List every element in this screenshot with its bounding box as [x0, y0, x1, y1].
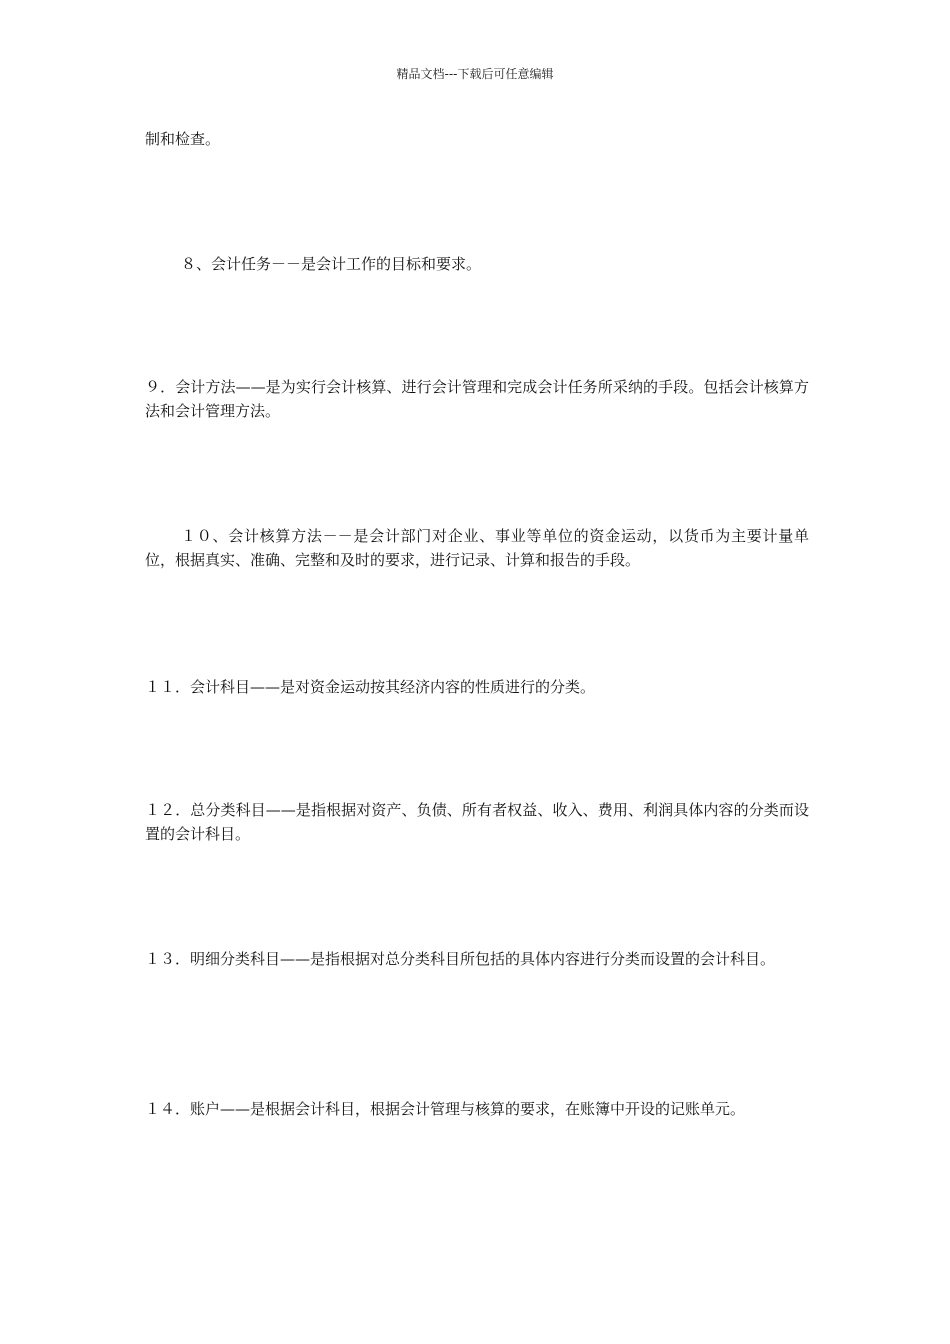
paragraph-item-12: １２．总分类科目——是指根据对资产、负债、所有者权益、收入、费用、利润具体内容的分类而设置的会计科目。	[145, 801, 809, 843]
paragraph-item-10: １０、会计核算方法－－是会计部门对企业、事业等单位的资金运动，以货币为主要计量单位，根据真实、准确、完整和及时的要求，进行记录、计算和报告的手段。	[145, 527, 809, 569]
paragraph-item-8: ８、会计任务－－是会计工作的目标和要求。	[181, 255, 482, 273]
paragraph-item-11: １１．会计科目——是对资金运动按其经济内容的性质进行的分类。	[145, 678, 596, 696]
paragraph-item-9: ９．会计方法——是为实行会计核算、进行会计管理和完成会计任务所采纳的手段。包括会计核算方法和会计管理方法。	[145, 378, 809, 420]
page-header: 精品文档---下载后可任意编辑	[396, 67, 554, 81]
paragraph-continuation: 制和检查。	[145, 130, 221, 148]
paragraph-item-13: １３．明细分类科目——是指根据对总分类科目所包括的具体内容进行分类而设置的会计科目。	[145, 950, 776, 968]
paragraph-item-14: １４．账户——是根据会计科目，根据会计管理与核算的要求，在账簿中开设的记账单元。	[145, 1100, 746, 1118]
